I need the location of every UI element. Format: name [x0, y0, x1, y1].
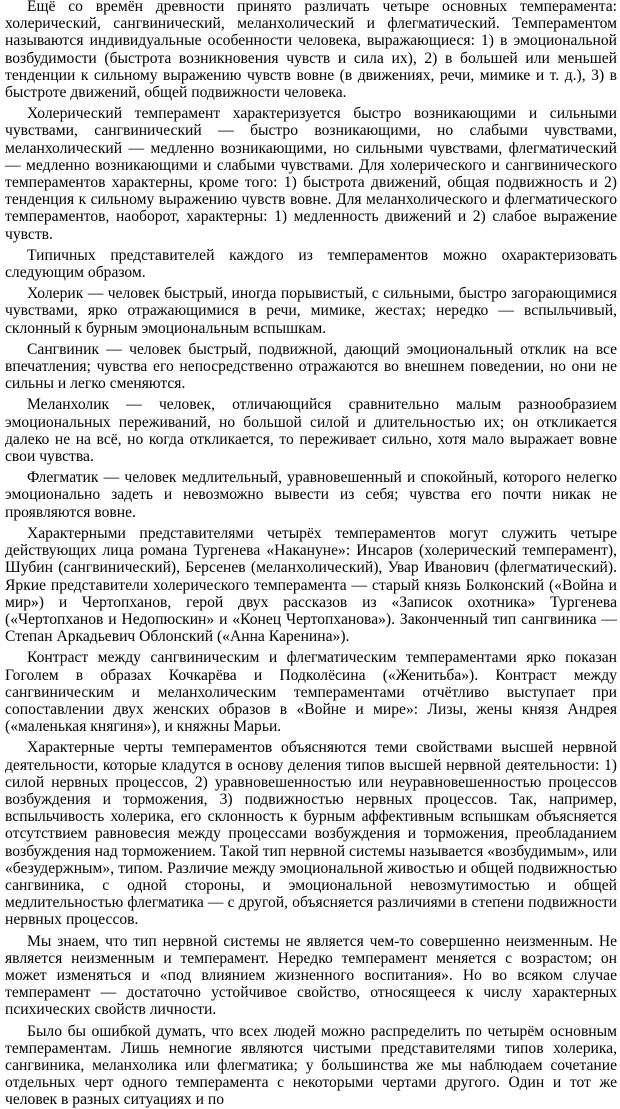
- paragraph-literary-examples: Характерными представителями четырёх темпераментов могут служить четыре действующих лица романа Тургенева «Накануне»: Инсаров (холерический темперамент), Шубин (сангвинический), Берсенев (меланхолический), Увар Иванович (флегматический). Яркие представители холерического темперамента — старый князь Болконский («Война и мир») и Чертопханов, герой двух рассказов из «Записок охотника» Тургенева («Чертопханов и Недопюскин» и «Конец Чертопханова»). Законченный тип сангвиника — Степан Аркадьевич Облонский («Анна Каренина»).: [5, 524, 617, 646]
- paragraph-temperament-intro: Ещё со времён древности принято различать четыре основных темперамента: холерический, сангвинический, меланхолический и флегматический. Темпераментом называются индивидуальные особенности человека, выражающиеся: 1) в эмоциональной возбудимости (быстрота возникновения чувств и сила их), 2) в большей или меньшей тенденции к сильному выражению чувств вовне (в движениях, речи, мимике и т. д.), 3) в быстроте движений, общей подвижности человека.: [5, 0, 617, 102]
- paragraph-sanguine: Сангвиник — человек быстрый, подвижной, дающий эмоциональный отклик на все впечатления; чувства его непосредственно отражаются во внешнем поведении, но они не сильны и легко сменяются.: [5, 340, 617, 393]
- paragraph-melancholic: Меланхолик — человек, отличающийся сравнительно малым разнообразием эмоциональных переживаний, но большой силой и длительностью их; он откликается далеко не на всё, но когда откликается, то переживает сильно, хотя мало выражает вовне свои чувства.: [5, 396, 617, 466]
- paragraph-typical-representatives: Типичных представителей каждого из темпераментов можно охарактеризовать следующим образом.: [5, 246, 617, 282]
- paragraph-temperament-change: Мы знаем, что тип нервной системы не является чем-то совершенно неизменным. Не является неизменным и темперамент. Нередко темперамент меняется с возрастом; он может изменяться и «под влиянием жизненного воспитания». Но во всяком случае темперамент — достаточно устойчивое свойство, относящееся к числу характерных психических свойств личности.: [5, 932, 617, 1019]
- paragraph-temperament-characteristics: Холерический темперамент характеризуется быстро возникающими и сильными чувствами, сангвинический — быстро возникающими, но слабыми чувствами, меланхолический — медленно возникающими, но сильными чувствами, флегматический — медленно возникающими и слабыми чувствами. Для холерического и сангвинического темпераментов характерны, кроме того: 1) быстрота движений, общая подвижность и 2) тенденция к сильному выражению чувств вовне. Для меланхолического и флегматического темпераментов, наоборот, характерны: 1) медленность движений и 2) слабое выражение чувств.: [5, 105, 617, 243]
- paragraph-choleric: Холерик — человек быстрый, иногда порывистый, с сильными, быстро загорающимися чувствами, ярко отражающимися в речи, мимике, жестах; нередко — вспыльчивый, склонный к бурным эмоциональным вспышкам.: [5, 285, 617, 337]
- paragraph-mixed-temperaments: Было бы ошибкой думать, что всех людей можно распределить по четырём основным темпераментам. Лишь немногие являются чистыми представителями типов холерика, сангвиника, меланхолика или флегматика; у большинства же мы наблюдаем сочетание отдельных черт одного темперамента с некоторыми чертами другого. Один и тот же человек в разных ситуациях и по: [5, 1022, 617, 1109]
- paragraph-contrast: Контраст между сангвиническим и флегматическим темпераментами ярко показан Гоголем в образах Кочкарёва и Подколёсина («Женитьба»). Контраст между сангвиническим и меланхолическим темпераментами отчётливо выступает при сопоставлении двух женских образов в «Войне и мире»: Лизы, жены князя Андрея («маленькая княгиня»), и княжны Марьи.: [5, 649, 617, 736]
- paragraph-phlegmatic: Флегматик — человек медлительный, уравновешенный и спокойный, которого нелегко эмоционально задеть и невозможно вывести из себя; чувства его почти никак не проявляются вовне.: [5, 469, 617, 521]
- paragraph-nervous-activity: Характерные черты темпераментов объясняются теми свойствами высшей нервной деятельности, которые кладутся в основу деления типов высшей нервной деятельности: 1) силой нервных процессов, 2) уравновешенностью или неуравновешенностью процессов возбуждения и торможения, 3) подвижностью нервных процессов. Так, например, вспыльчивость холерика, его склонность к бурным аффективным вспышкам объясняется отсутствием равновесия между процессами возбуждения и торможения, преобладанием возбуждения над торможением. Такой тип нервной системы называется «возбудимым», или «безудержным», типом. Различие между эмоциональной живостью и общей подвижностью сангвиника, с одной стороны, и эмоциональной невозмутимостью и общей медлительностью флегматика — с другой, объясняется различиями в степени подвижности нервных процессов.: [5, 739, 617, 929]
